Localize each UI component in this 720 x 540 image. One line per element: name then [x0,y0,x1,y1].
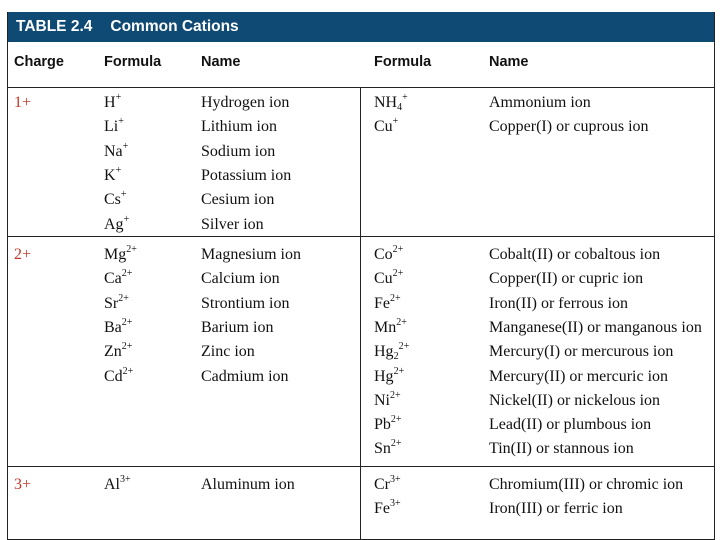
formula-cell [374,115,398,139]
header-formula-right: Formula [374,54,432,70]
table-title-bar [8,12,714,42]
ion-name: Cadmium ion [201,367,289,385]
formula-charge: 2+ [118,292,129,304]
formula-charge: + [115,164,122,176]
formula [374,118,398,135]
ion-name: Calcium ion [201,270,280,288]
formula-element: Sn [374,440,391,458]
formula-charge: + [120,189,127,201]
formula-element: Ni [374,391,390,409]
ion-name: Manganese(II) or manganous ion [489,318,702,336]
formula-cell [374,365,404,389]
formula-element: Ca [104,270,122,288]
charge-label: 1+ [14,94,32,111]
ion-name: Nickel(II) or nickelous ion [489,391,661,409]
formula-cell [374,243,403,267]
formula-cell [104,365,133,389]
formula-cell [374,473,401,497]
formula-element: Fe [374,294,390,312]
ion-name: Sodium ion [201,142,276,160]
ion-name: Barium ion [201,318,274,336]
ion-name: Mercury(II) or mercuric ion [489,367,669,385]
formula [104,316,133,336]
formula-element: Al [104,476,120,493]
formula-element: Cd [104,367,123,385]
ion-name: Iron(III) or ferric ion [489,500,623,518]
formula-charge: + [402,92,408,103]
formula [104,164,122,184]
ion-name: Iron(II) or ferrous ion [489,294,629,312]
formula [374,292,401,312]
formula [374,440,402,457]
table-frame [7,12,715,540]
formula [374,500,401,517]
charge-label: 3+ [14,476,32,493]
formula-element: Fe [374,500,390,518]
formula-cell [104,473,131,497]
formula-element: Ba [104,318,122,336]
formula-charge: 2+ [121,268,133,280]
formula-charge: + [123,213,130,225]
formula [374,416,402,433]
ion-name: Silver ion [201,215,264,233]
formula-element: Mn [374,318,397,336]
formula-cell [374,267,403,291]
formula-charge: 2+ [398,341,410,353]
ion-name: Cesium ion [201,191,275,209]
formula [104,365,134,385]
ion-name: Chromium(III) or chromic ion [489,476,684,493]
formula [374,94,408,111]
charge-label: 2+ [14,246,32,263]
formula [104,213,130,233]
formula-charge: 2+ [392,244,404,255]
formula-cell [374,316,407,340]
formula [104,246,137,263]
formula-charge: + [122,140,129,152]
formula-cell [104,243,137,267]
formula [104,140,129,160]
formula-cell [104,292,129,316]
ion-name: Magnesium ion [201,246,301,263]
ion-name: Zinc ion [201,343,255,361]
formula-charge: 2+ [390,292,401,304]
formula-charge: + [118,116,124,128]
header-name-left: Name [201,54,241,70]
ion-name: Cobalt(II) or cobaltous ion [489,246,661,263]
formula-charge: 2+ [393,365,405,377]
formula-cell [104,340,132,364]
formula-cell [374,389,401,413]
formula-element: Cu [374,270,393,288]
formula-charge: 3+ [390,474,401,485]
formula-subscript: 4 [397,102,403,113]
formula-element: Zn [104,343,122,361]
formula [374,476,401,493]
formula [374,365,405,385]
formula-cell [104,267,132,291]
formula-cell [104,164,121,188]
formula-cell [104,140,128,164]
ion-name: Lithium ion [201,118,277,136]
formula [104,292,129,312]
formula [104,270,132,287]
formula-element: Ag [104,215,124,233]
ion-name: Tin(II) or stannous ion [489,440,634,458]
formula-charge: 2+ [390,414,402,426]
formula-cell [104,188,127,212]
formula [374,389,401,409]
formula [374,316,407,336]
formula-element: Li [104,118,119,136]
ion-name: Hydrogen ion [201,94,290,111]
formula-charge: 2+ [121,316,133,328]
header-formula-left: Formula [104,54,162,70]
formula-element: Mg [104,246,127,263]
formula-cell [374,340,409,364]
formula-cell [104,115,124,139]
formula-charge: 2+ [121,341,133,353]
ion-name: Lead(II) or plumbous ion [489,416,652,434]
table-title: Common Cations [110,18,239,35]
formula [374,341,410,363]
formula-element: Cu [374,118,393,136]
formula-charge: 2+ [396,316,407,328]
formula-cell [374,413,402,437]
table-number: TABLE 2.4 [16,18,93,35]
ion-name: Mercury(I) or mercurous ion [489,343,674,361]
formula-cell [374,91,408,115]
formula [104,476,131,493]
ion-name: Copper(I) or cuprous ion [489,118,649,136]
formula-element: Cr [374,476,390,493]
ion-name: Potassium ion [201,166,292,184]
column-divider [360,88,361,540]
formula [104,94,121,111]
formula-cell [374,497,401,521]
formula-element: H [104,94,116,111]
formula [104,343,132,360]
formula-cell [104,91,121,115]
formula-cell [104,316,132,340]
header-name-right: Name [489,54,529,70]
ion-name: Aluminum ion [201,476,295,493]
group-divider-2 [8,466,714,467]
formula-charge: 2+ [392,268,404,280]
formula-cell [374,292,401,316]
ion-name: Strontium ion [201,294,290,312]
formula-element: NH [374,94,398,111]
formula-cell [104,213,129,237]
formula-element: Sr [104,294,119,312]
ion-name: Ammonium ion [489,94,591,111]
formula-element: Pb [374,416,391,434]
formula-element: Na [104,142,123,160]
formula-charge: 2+ [390,389,401,401]
formula [374,246,403,263]
formula-charge: 3+ [120,474,131,485]
formula-charge: + [392,116,399,128]
ion-name: Copper(II) or cupric ion [489,270,644,288]
formula [104,191,127,208]
formula-cell [374,437,402,461]
header-divider [8,87,714,88]
formula-element: Co [374,246,393,263]
formula-charge: 2+ [126,244,137,255]
formula-charge: 3+ [390,498,401,510]
formula-subscript: 2 [393,351,399,363]
header-charge: Charge [14,54,64,70]
formula [104,118,124,135]
formula-charge: 2+ [390,438,402,450]
formula-charge: + [115,92,122,103]
formula-element: Cs [104,191,121,209]
formula [374,270,403,287]
formula-element: Hg [374,343,394,361]
formula-charge: 2+ [122,365,134,377]
formula-element: K [104,166,116,184]
formula-element: Hg [374,367,394,385]
